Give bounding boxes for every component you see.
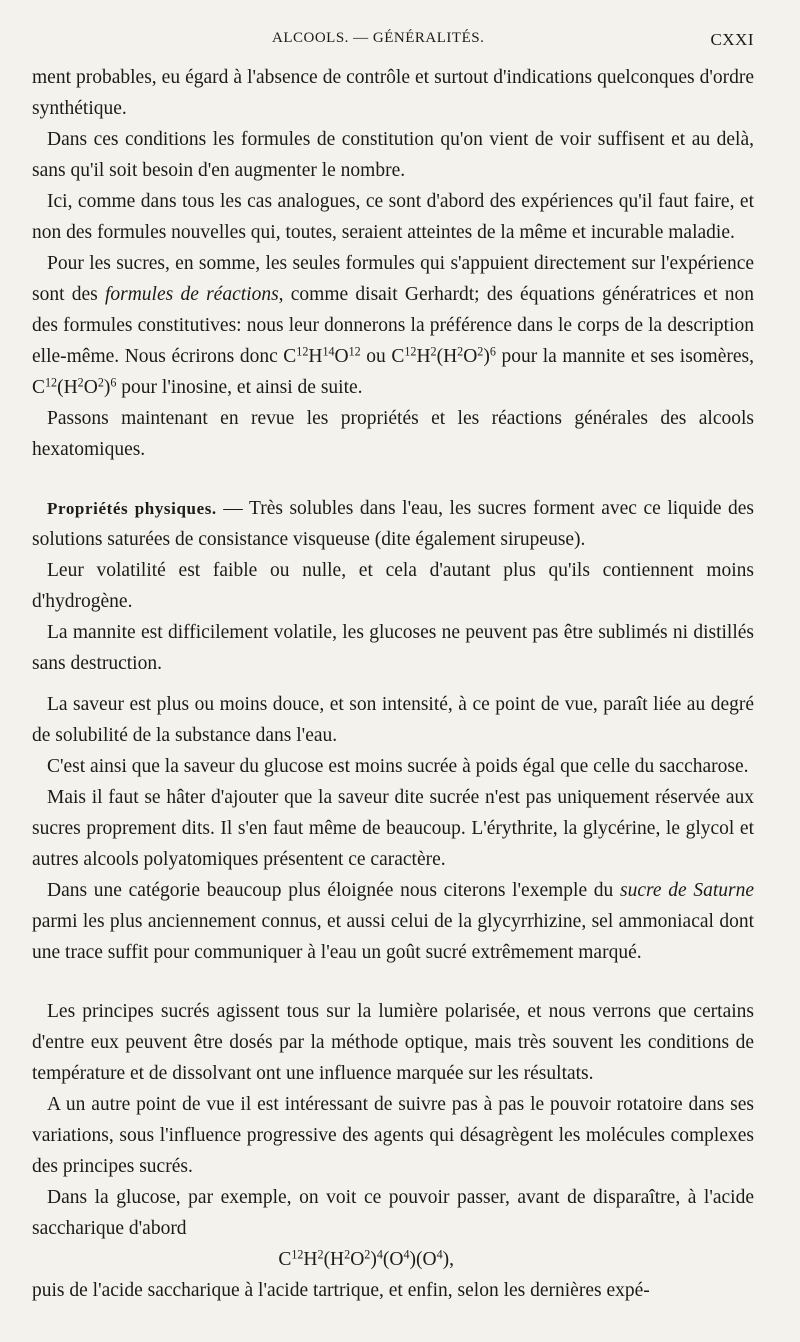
paragraph: Leur volatilité est faible ou nulle, et cela d'autant plus qu'ils contiennent moins d'hydrogène. [32, 560, 754, 612]
paragraph: A un autre point de vue il est intéressant de suivre pas à pas le pouvoir rotatoire dans ses variations, sous l'influence progressive des agents qui désagrègent les molécules complexes des principes sucrés. [32, 1094, 754, 1177]
section-paragraph: Propriétés physiques. — Très solubles dans l'eau, les sucres forment avec ce liquide des solutions saturées de consistance visqueuse (dite également sirupeuse). [32, 498, 754, 550]
italic-term: formules de réactions [104, 284, 279, 305]
formula-saccharic-acid: $C^{12}H^2(H^2O^2)^4(O^4)(O^4)$, [278, 1247, 454, 1270]
paragraph: ment probables, eu égard à l'absence de contrôle et surtout d'indications quelconques d'ordre synthétique. [32, 67, 754, 119]
page-body [32, 62, 754, 1306]
page-number: CXXI [710, 30, 754, 49]
paragraph: Les principes sucrés agissent tous sur la lumière polarisée, et nous verrons que certains d'entre eux peuvent être dosés par la méthode optique, mais très souvent les conditions de température et de dissolvant ont une influence marquée sur les résultats. [32, 1001, 754, 1084]
paragraph: Dans ces conditions les formules de constitution qu'on vient de voir suffisent et au delà, sans qu'il soit besoin d'en augmenter le nombre. [32, 129, 754, 181]
paragraph: La saveur est plus ou moins douce, et son intensité, à ce point de vue, paraît liée au degré de solubilité de la substance dans l'eau. [32, 694, 754, 746]
paragraph: Mais il faut se hâter d'ajouter que la saveur dite sucrée n'est pas uniquement réservée aux sucres proprement dits. Il s'en faut même de beaucoup. L'érythrite, la glycérine, le glycol et autres alcools polyatomiques présentent ce caractère. [32, 787, 754, 870]
paragraph-saturne: Dans une catégorie beaucoup plus éloignée nous citerons l'exemple du sucre de Saturne parmi les plus anciennement connus, et aussi celui de la glycyrrhizine, sel ammoniacal dont une trace suffit pour communiquer à l'eau un goût sucré extrêmement marqué. [32, 880, 754, 963]
paragraph: Ici, comme dans tous les cas analogues, ce sont d'abord des expériences qu'il faut faire, et non des formules nouvelles qui, toutes, seraient atteintes de la même et incurable maladie. [32, 191, 754, 243]
page-header [32, 30, 754, 54]
paragraph: Passons maintenant en revue les propriétés et les réactions générales des alcools hexatomiques. [32, 408, 754, 460]
paragraph-formulas: Pour les sucres, en somme, les seules formules qui s'appuient directement sur l'expérience sont des formules de réactions, comme disait Gerhardt; des équations génératrices et non des formules constitutives: nous leur donnerons la préférence dans le corps de la description elle-même. Nous écrirons donc $C^{12}H^{14}O^{12}$ ou $C^{12}H^2(H^2O^2)^6$ pour la mannite et ses isomères, $C^{12}(H^2O^2)^6$ pour l'inosine, et ainsi de suite. [32, 253, 754, 398]
paragraph: puis de l'acide saccharique à l'acide tartrique, et enfin, selon les dernières expé- [32, 1280, 650, 1301]
paragraph: La mannite est difficilement volatile, les glucoses ne peuvent pas être sublimés ni distillés sans destruction. [32, 622, 754, 674]
section-heading: Propriétés physiques. [47, 499, 217, 518]
paragraph: Dans la glucose, par exemple, on voit ce pouvoir passer, avant de disparaître, à l'acide saccharique d'abord [32, 1187, 754, 1239]
running-title: ALCOOLS. — GÉNÉRALITÉS. [272, 30, 485, 46]
italic-term: sucre de Saturne [620, 880, 754, 901]
paragraph: C'est ainsi que la saveur du glucose est moins sucrée à poids égal que celle du saccharose. [47, 756, 749, 777]
